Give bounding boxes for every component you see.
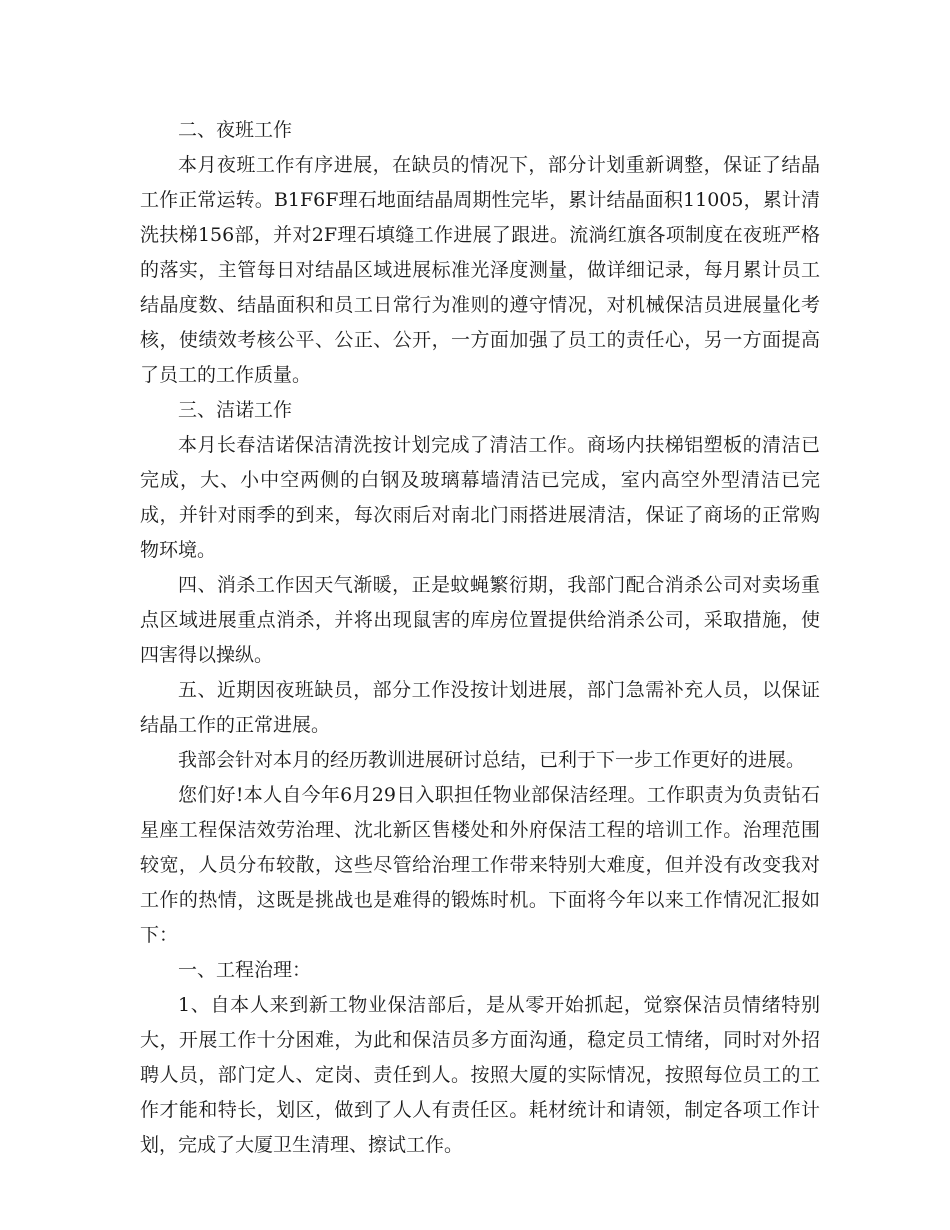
paragraph-staff-shortage: 五、近期因夜班缺员，部分工作没按计划进展，部门急需补充人员，以保证结晶工作的正常进展。 bbox=[140, 679, 820, 736]
paragraph-night-shift: 本月夜班工作有序进展，在缺员的情况下，部分计划重新调整，保证了结晶工作正常运转。B1F6F理石地面结晶周期性完毕，累计结晶面积11005，累计清洗扶梯156部，并对2F理石填缝工作进展了跟进。流淌红旗各项制度在夜班严格的落实，主管每日对结晶区域进展标准光泽度测量，做详细记录，每月累计员工结晶度数、结晶面积和员工日常行为准则的遵守情况，对机械保洁员进展量化考核，使绩效考核公平、公正、公开，一方面加强了员工的责任心，另一方面提高了员工的工作质量。 bbox=[140, 154, 820, 386]
paragraph-introduction: 您们好!本人自今年6月29日入职担任物业部保洁经理。工作职责为负责钻石星座工程保洁效劳治理、沈北新区售楼处和外府保洁工程的培训工作。治理范围较宽，人员分布较散，这些尽管给治理工作带来特别大难度，但并没有改变我对工作的热情，这既是挑战也是难得的锻炼时机。下面将今年以来工作情况汇报如下： bbox=[140, 784, 820, 946]
paragraph-item-1: 1、自本人来到新工物业保洁部后，是从零开始抓起，觉察保洁员情绪特别大，开展工作十分困难，为此和保洁员多方面沟通，稳定员工情绪，同时对外招聘人员，部门定人、定岗、责任到人。按照大厦的实际情况，按照每位员工的工作才能和特长，划区，做到了人人有责任区。耗材统计和请领，制定各项工作计划，完成了大厦卫生清理、擦试工作。 bbox=[140, 994, 820, 1156]
document-body bbox=[140, 113, 820, 1163]
paragraph-jienuo: 本月长春洁诺保洁清洗按计划完成了清洁工作。商场内扶梯铝塑板的清洁已完成，大、小中空两侧的白钢及玻璃幕墙清洁已完成，室内高空外型清洁已完成，并针对雨季的到来，每次雨后对南北门雨搭进展清洁，保证了商场的正常购物环境。 bbox=[140, 434, 820, 561]
paragraph-pest-control: 四、消杀工作因天气渐暖，正是蚊蝇繁衍期，我部门配合消杀公司对卖场重点区域进展重点消杀，并将出现鼠害的库房位置提供给消杀公司，采取措施，使四害得以操纵。 bbox=[140, 574, 820, 666]
section-heading-jienuo: 三、洁诺工作 bbox=[178, 399, 293, 421]
paragraph-summary: 我部会针对本月的经历教训进展研讨总结，已利于下一步工作更好的进展。 bbox=[178, 749, 806, 771]
section-heading-night-shift: 二、夜班工作 bbox=[178, 119, 293, 141]
section-heading-project-management: 一、工程治理： bbox=[178, 959, 312, 981]
